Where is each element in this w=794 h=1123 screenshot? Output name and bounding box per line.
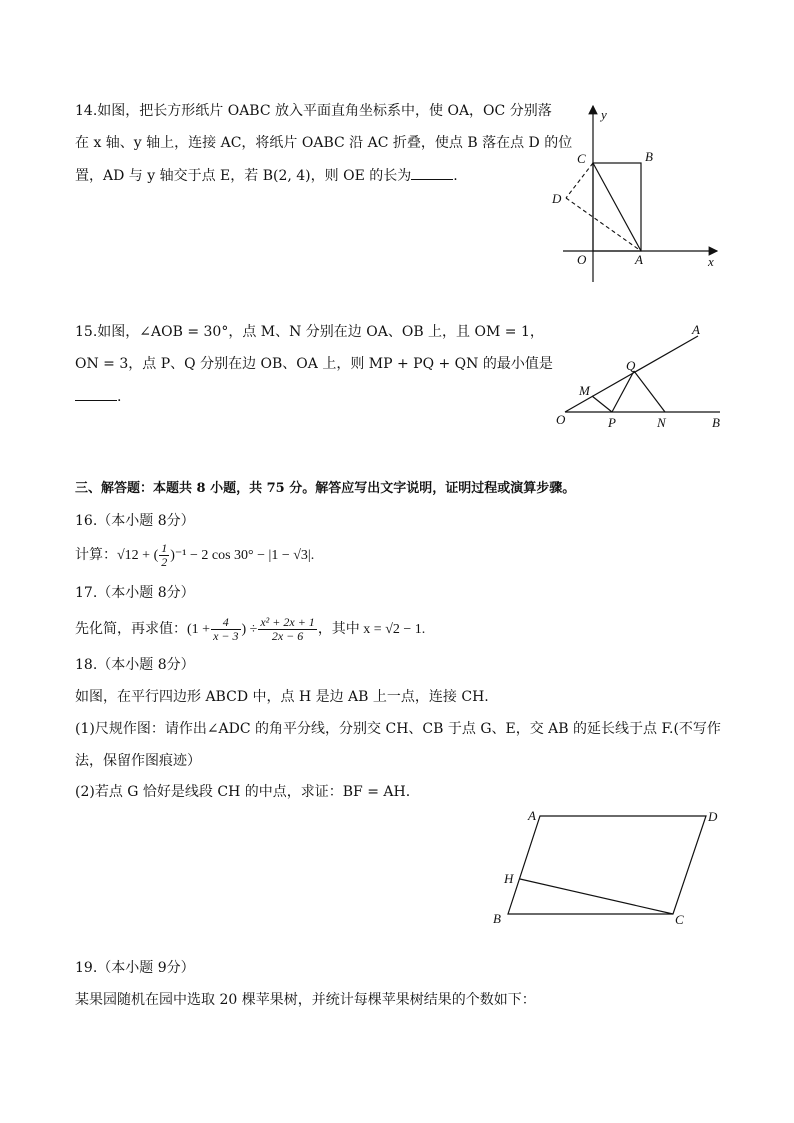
q17-label: 先化简，再求值： bbox=[75, 621, 187, 637]
q15-answer-blank[interactable] bbox=[75, 386, 117, 401]
q16-expression bbox=[75, 538, 314, 572]
q17-fraction-2 bbox=[258, 616, 316, 643]
q15-figure bbox=[550, 320, 730, 435]
q16-frac-num: 1 bbox=[161, 541, 168, 556]
q18-part1-b: 法，保留作图痕迹） bbox=[75, 753, 201, 769]
q17-f2-den: 2x − 6 bbox=[271, 629, 304, 644]
q14-label-a: A bbox=[635, 252, 643, 267]
q15-line1: 15.如图，∠AOB = 30°，点 M、N 分别在边 OA、OB 上，且 OM = 1， bbox=[75, 324, 544, 340]
q17-part1: (1 + bbox=[187, 622, 211, 637]
q15-label-m: M bbox=[579, 383, 590, 398]
q16-expr-b: )⁻¹ − 2 cos 30° − |1 − √3|. bbox=[170, 548, 315, 563]
q15-label-q: Q bbox=[626, 358, 636, 373]
q14-line3 bbox=[75, 165, 458, 186]
q15-ray-oa bbox=[565, 336, 698, 412]
q18-label-h: H bbox=[504, 871, 514, 886]
q17-f1-den: x − 3 bbox=[213, 629, 239, 644]
q19-text: 某果园随机在园中选取 20 棵苹果树，并统计每棵苹果树结果的个数如下： bbox=[75, 992, 536, 1008]
q17-part3: ，其中 x = √2 − 1. bbox=[317, 622, 426, 637]
q15-label-p: P bbox=[608, 415, 616, 430]
q16-fraction bbox=[159, 542, 169, 569]
q17-expression bbox=[75, 612, 425, 646]
q15-line2: ON = 3，点 P、Q 分别在边 OB、OA 上，则 MP + PQ + QN 的最小值是 bbox=[75, 356, 553, 372]
q15-seg-qn bbox=[634, 371, 665, 412]
q18-figure bbox=[488, 806, 728, 928]
q18-label-c: C bbox=[675, 912, 684, 927]
q18-seg-ch bbox=[520, 879, 673, 914]
q14-diagonal-ac bbox=[593, 163, 641, 251]
q18-heading: 18.（本小题 8分） bbox=[75, 657, 195, 673]
q15-label-n: N bbox=[657, 415, 666, 430]
q17-f1-num: 4 bbox=[211, 616, 240, 630]
q18-label-a: A bbox=[528, 808, 536, 823]
q14-figure bbox=[552, 100, 730, 285]
q14-line2: 在 x 轴、y 轴上，连接 AC，将纸片 OABC 沿 AC 折叠，使点 B 落在点 D 的位 bbox=[75, 135, 573, 151]
q14-line1: 14.如图，把长方形纸片 OABC 放入平面直角坐标系中，使 OA，OC 分别落 bbox=[75, 103, 552, 119]
q16-frac-den: 2 bbox=[161, 555, 168, 570]
q18-part1-a: (1)尺规作图：请作出∠ADC 的角平分线，分别交 CH、CB 于点 G、E，交 AB 的延长线于点 F.(不写作 bbox=[75, 721, 721, 737]
q14-label-o: O bbox=[577, 252, 587, 267]
q14-label-y: y bbox=[601, 107, 607, 122]
q14-dashed-cd bbox=[566, 163, 593, 198]
q17-f2-num: x² + 2x + 1 bbox=[260, 615, 315, 630]
q14-label-c: C bbox=[577, 151, 586, 166]
q19-heading: 19.（本小题 9分） bbox=[75, 960, 195, 976]
q15-seg-mp bbox=[592, 396, 612, 412]
q18-part2: (2)若点 G 恰好是线段 CH 的中点，求证：BF = AH. bbox=[75, 784, 411, 800]
q14-line3-end: . bbox=[453, 168, 458, 184]
q14-answer-blank[interactable] bbox=[411, 165, 453, 180]
q17-fraction-1 bbox=[211, 616, 240, 643]
q15-label-a: A bbox=[692, 322, 700, 337]
q14-line3-text: 置，AD 与 y 轴交于点 E，若 B(2, 4)，则 OE 的长为 bbox=[75, 168, 412, 184]
q15-label-o: O bbox=[556, 412, 566, 427]
q18-label-b: B bbox=[493, 911, 501, 926]
q15-label-b: B bbox=[712, 415, 720, 430]
q15-line3-end: . bbox=[117, 389, 122, 405]
q14-label-b: B bbox=[645, 149, 653, 164]
q17-part2: ) ÷ bbox=[241, 622, 258, 637]
q14-label-d: D bbox=[552, 191, 562, 206]
q18-label-d: D bbox=[708, 809, 718, 824]
q15-seg-pq bbox=[612, 371, 634, 412]
q17-heading: 17.（本小题 8分） bbox=[75, 585, 195, 601]
q16-expr-a: √12 + ( bbox=[117, 548, 159, 563]
q15-line3 bbox=[75, 386, 121, 407]
section-3-heading: 三、解答题：本题共 8 小题，共 75 分。解答应写出文字说明，证明过程或演算步骤。 bbox=[75, 481, 576, 496]
q16-heading: 16.（本小题 8分） bbox=[75, 513, 195, 529]
q18-intro: 如图，在平行四边形 ABCD 中，点 H 是边 AB 上一点，连接 CH. bbox=[75, 689, 489, 705]
q16-calc-label: 计算： bbox=[75, 547, 117, 563]
q14-label-x: x bbox=[708, 254, 714, 269]
q14-dashed-da bbox=[566, 198, 641, 251]
